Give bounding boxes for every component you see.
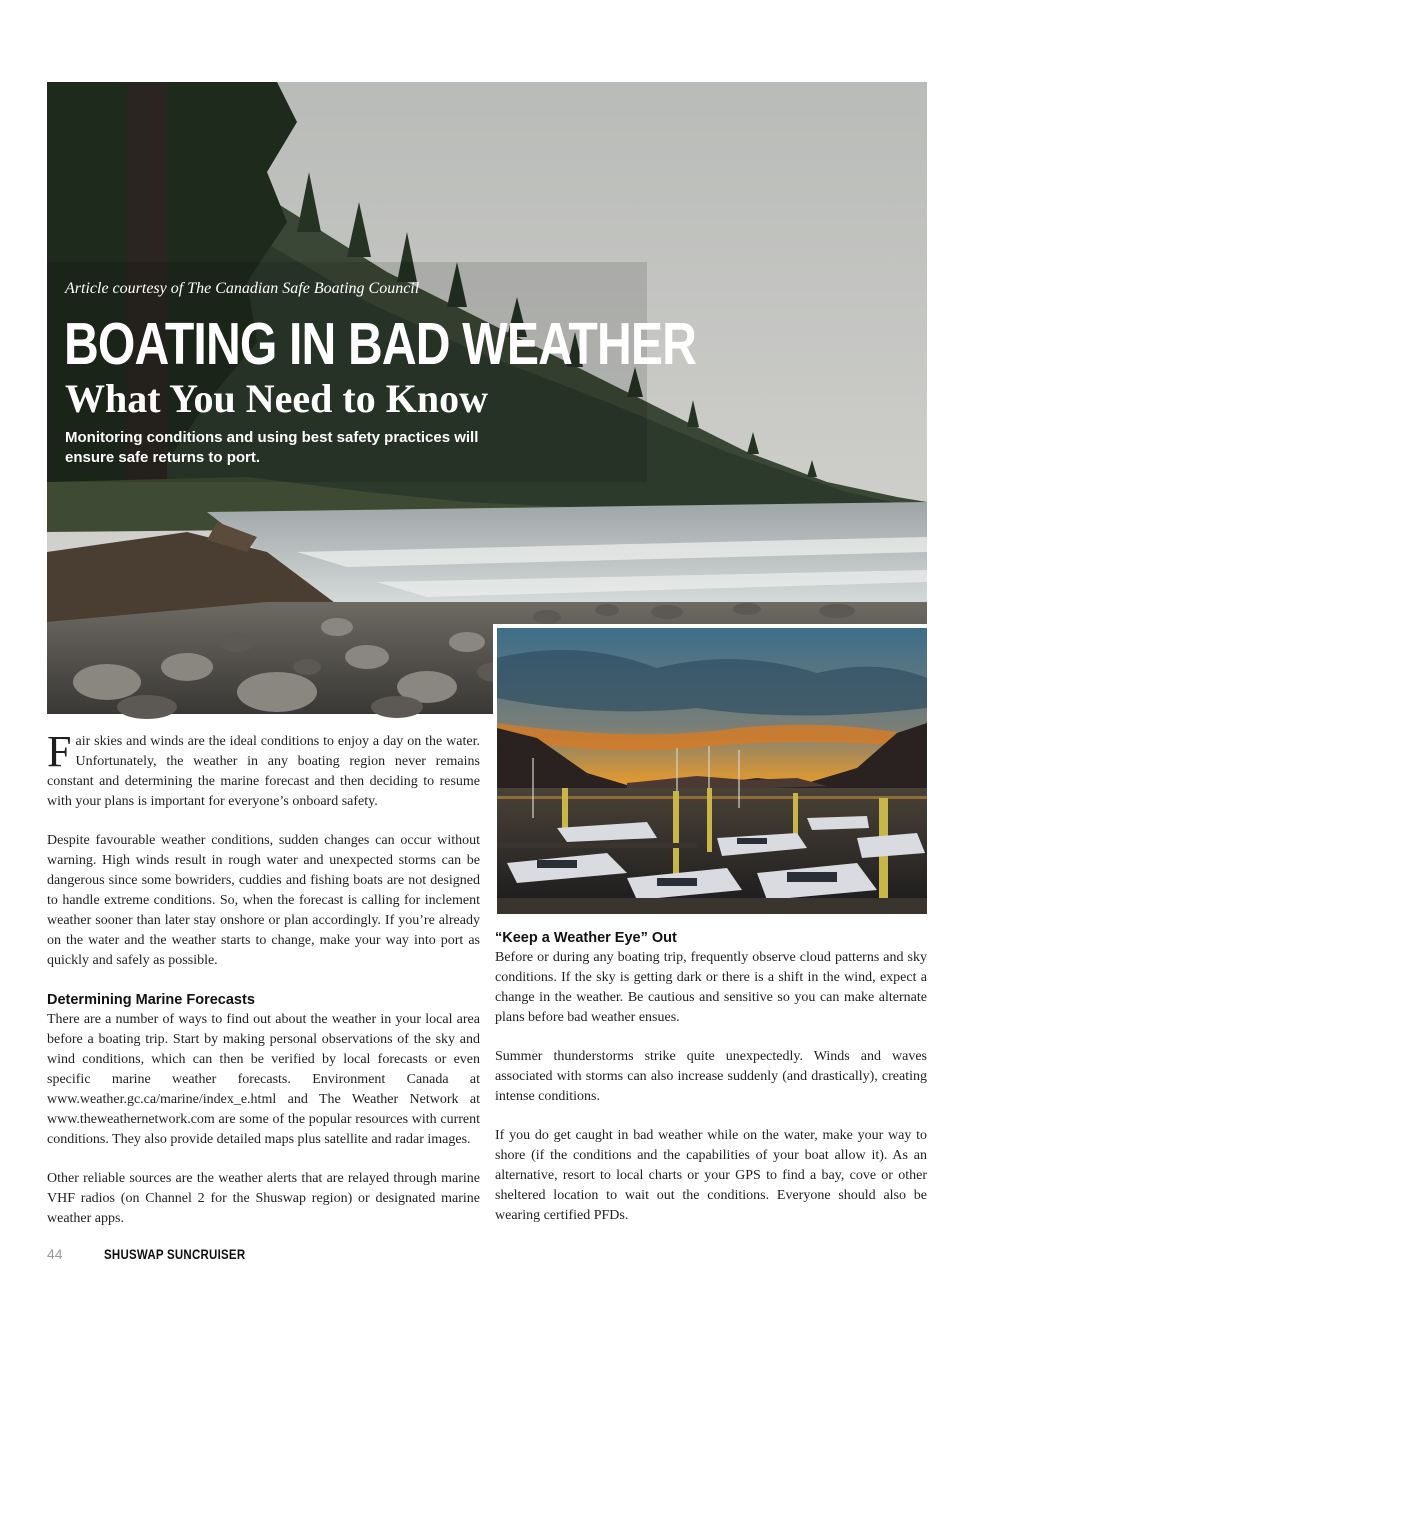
drop-cap: F <box>47 727 72 776</box>
section-heading-weather-eye: “Keep a Weather Eye” Out <box>495 930 677 946</box>
article-courtesy: Article courtesy of The Canadian Safe Boating Council <box>65 280 420 297</box>
publication-name: SHUSWAP SUNCRUISER <box>104 1246 246 1262</box>
paragraph: Despite favourable weather conditions, sudden changes can occur without warning. High winds result in rough water and unexpected storms can be dangerous since some bowriders, cuddies and fishing boats are not designed to handle extreme conditions. So, when the forecast is calling for inclement weather sooner than later stay onshore or plan accordingly. If you’re already on the water and the weather starts to change, make your way into port as quickly and safely as possible. <box>47 833 480 968</box>
article-subhead: What You Need to Know <box>65 376 488 421</box>
paragraph: Other reliable sources are the weather alerts that are relayed through marine VHF radios (on Channel 2 for the Shuswap region) or designated marine weather apps. <box>47 1171 480 1226</box>
intro-paragraph <box>47 727 480 812</box>
hero-photo <box>47 82 967 714</box>
paragraph: If you do get caught in bad weather while on the water, make your way to shore (if the conditions and the capabilities of your boat allow it). As an alternative, resort to local charts or your GPS to find a bay, cove or other sheltered location to wait out the conditions. Everyone should also be wearing certified PFDs. <box>495 1128 927 1223</box>
intro-text: air skies and winds are the ideal conditions to enjoy a day on the water. Unfortunately, the weather in any boating region never remains constant and determining the marine forecast and then deciding to resume with your plans is important for everyone’s onboard safety. <box>47 734 480 809</box>
hero-photo-credit: NICOLE LOGAN <box>953 589 967 686</box>
paragraph: Before or during any boating trip, frequently observe cloud patterns and sky conditions. If the sky is getting dark or there is a shift in the wind, expect a change in the weather. Be cautious and sensitive so you can make alternate plans before bad weather ensues. <box>495 950 927 1025</box>
article-deck: Monitoring conditions and using best safety practices will ensure safe returns to port. <box>65 429 479 466</box>
paragraph: Summer thunderstorms strike quite unexpectedly. Winds and waves associated with storms can also increase suddenly (and drastically), creating intense conditions. <box>495 1049 927 1104</box>
section-heading-marine-forecasts: Determining Marine Forecasts <box>47 992 255 1008</box>
article-headline: BOATING IN BAD WEATHER <box>64 309 697 377</box>
paragraph: There are a number of ways to find out about the weather in your local area before a boating trip. Start by making personal observations of the sky and wind conditions, which can then be verified by local forecasts or even specific marine weather forecasts. Environment Canada at www.weather.gc.ca/marine/index_e.html and The Weather Network at www.theweathernetwork.com are some of the popular resources with current conditions. They also provide detailed maps plus satellite and radar images. <box>47 1012 480 1147</box>
left-text-column <box>47 727 480 1248</box>
inset-photo-credit: BYRON GOVE DREAMSTIME.COM <box>1399 1320 1413 1528</box>
page-number: 44 <box>47 1246 63 1262</box>
right-text-column <box>495 928 927 1245</box>
marina-sunset-image <box>497 628 927 914</box>
